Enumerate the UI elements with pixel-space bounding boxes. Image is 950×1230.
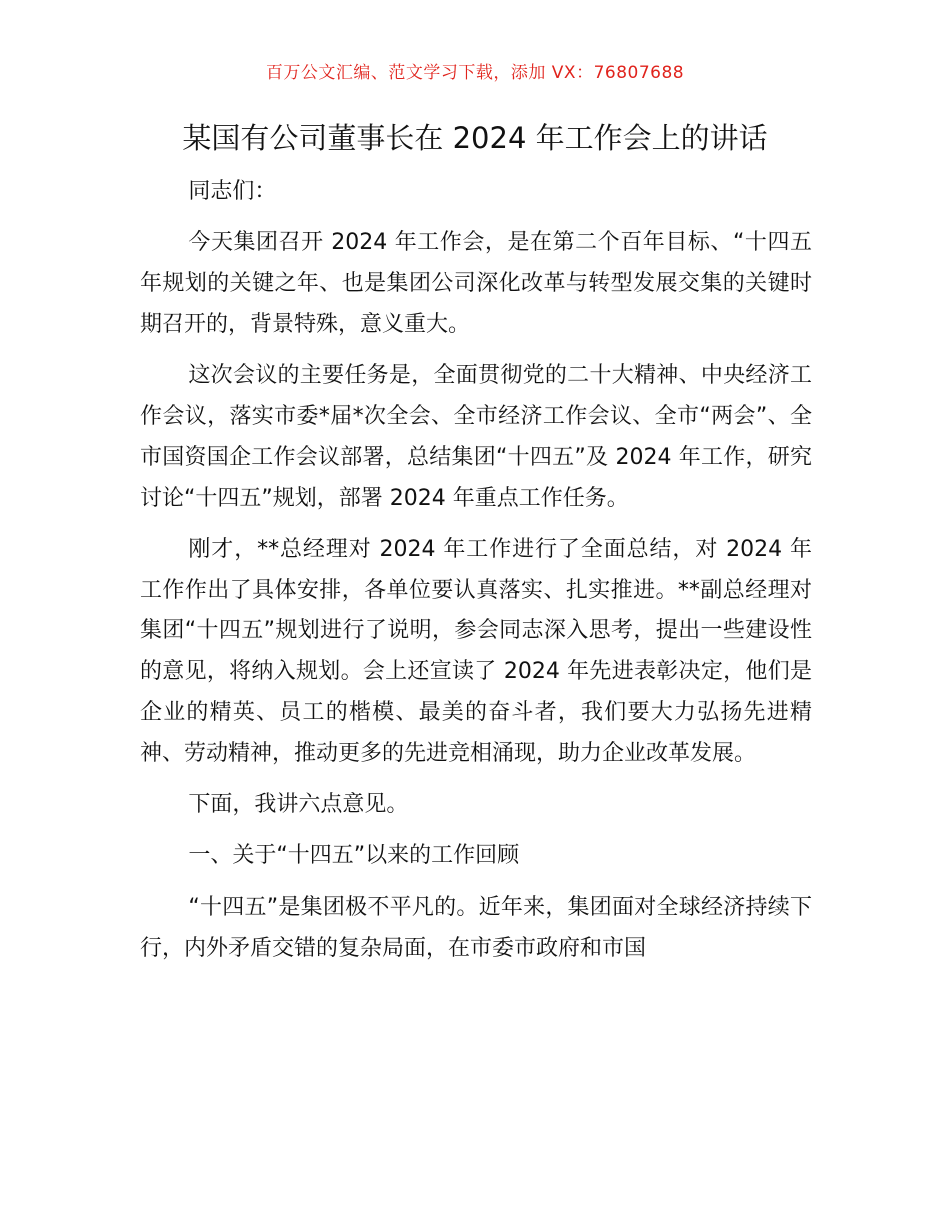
body-paragraph: “十四五”是集团极不平凡的。近年来，集团面对全球经济持续下行，内外矛盾交错的复杂局面，在市委市政府和市国 (140, 894, 812, 961)
body-paragraph: 今天集团召开 2024 年工作会，是在第二个百年目标、“十四五年规划的关键之年、也是集团公司深化改革与转型发展交集的关键时期召开的，背景特殊，意义重大。 (140, 230, 812, 337)
body-paragraph: 下面，我讲六点意见。 (188, 792, 409, 818)
body-paragraph: 刚才，**总经理对 2024 年工作进行了全面总结，对 2024 年工作作出了具体安排，各单位要认真落实、扎实推进。**副总经理对集团“十四五”规划进行了说明，参会同志深入思考，提出一些建设性的意见，将纳入规划。会上还宣读了 2024 年先进表彰决定，他们是企业的精英、员工的楷模、最美的奋斗者，我们要大力弘扬先进精神、劳动精神，推动更多的先进竞相涌现，助力企业改革发展。 (140, 536, 812, 766)
salutation-paragraph: 同志们： (188, 179, 277, 204)
document-body (140, 172, 812, 980)
body-paragraph: 这次会议的主要任务是，全面贯彻党的二十大精神、中央经济工作会议，落实市委*届*次全会、全市经济工作会议、全市“两会”、全市国资国企工作会议部署，总结集团“十四五”及 2024 年工作，研究讨论“十四五”规划，部署 2024 年重点工作任务。 (140, 363, 812, 511)
document-title: 某国有公司董事长在 2024 年工作会上的讲话 (182, 121, 768, 155)
watermark-banner: 百万公文汇编、范文学习下载，添加 VX：76807688 (265, 63, 685, 83)
section-heading: 一、关于“十四五”以来的工作回顾 (188, 843, 520, 869)
